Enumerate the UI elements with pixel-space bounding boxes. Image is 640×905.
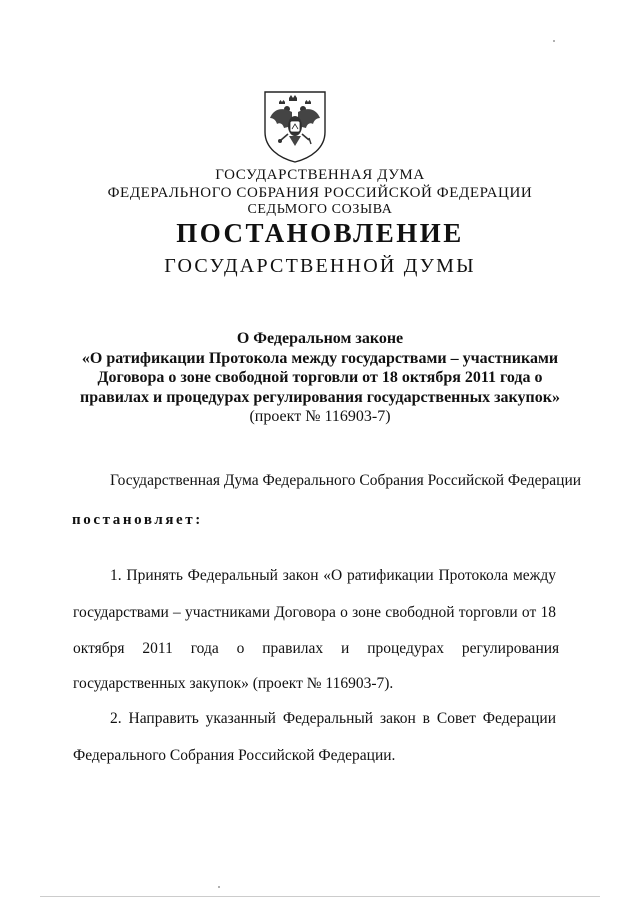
item-1-line-3: октября 2011 года о правилах и процедурах регулирования bbox=[73, 640, 560, 657]
item-1-line-1: 1. Принять Федеральный закон «О ратификации Протокола между bbox=[110, 567, 556, 584]
item-1-line-4: государственных закупок» (проект № 116903-7). bbox=[73, 675, 394, 692]
intro-paragraph: Государственная Дума Федерального Собрания Российской Федерации bbox=[110, 472, 582, 489]
scan-speck bbox=[218, 886, 220, 888]
item-2-line-2: Федерального Собрания Российской Федерации. bbox=[73, 747, 396, 764]
document-type-heading: ПОСТАНОВЛЕНИЕ bbox=[176, 218, 464, 248]
title-line-1: О Федеральном законе bbox=[236, 330, 404, 347]
item-1-line-2: государствами – участниками Договора о зоне свободной торговли от 18 bbox=[73, 604, 556, 621]
scan-edge-line bbox=[40, 896, 600, 897]
resolves-keyword: постановляет: bbox=[72, 512, 203, 528]
resolution-title bbox=[60, 329, 580, 427]
title-line-3: Договора о зоне свободной торговли от 18 октября 2011 года о bbox=[97, 369, 543, 386]
org-line-2: ФЕДЕРАЛЬНОГО СОБРАНИЯ РОССИЙСКОЙ ФЕДЕРАЦИИ bbox=[107, 185, 533, 201]
item-2-line-1: 2. Направить указанный Федеральный закон в Совет Федерации bbox=[110, 710, 556, 727]
title-line-4: правилах и процедурах регулирования государственных закупок» bbox=[80, 388, 560, 406]
scan-speck bbox=[553, 40, 555, 42]
document-subtype-heading: ГОСУДАРСТВЕННОЙ ДУМЫ bbox=[164, 255, 476, 277]
org-line-3: СЕДЬМОГО СОЗЫВА bbox=[247, 202, 393, 217]
russian-coat-of-arms-icon bbox=[259, 88, 331, 164]
project-reference: (проект № 116903-7) bbox=[249, 408, 391, 425]
org-line-1: ГОСУДАРСТВЕННАЯ ДУМА bbox=[215, 167, 425, 183]
title-line-2: «О ратификации Протокола между государствами – участниками bbox=[81, 349, 559, 367]
